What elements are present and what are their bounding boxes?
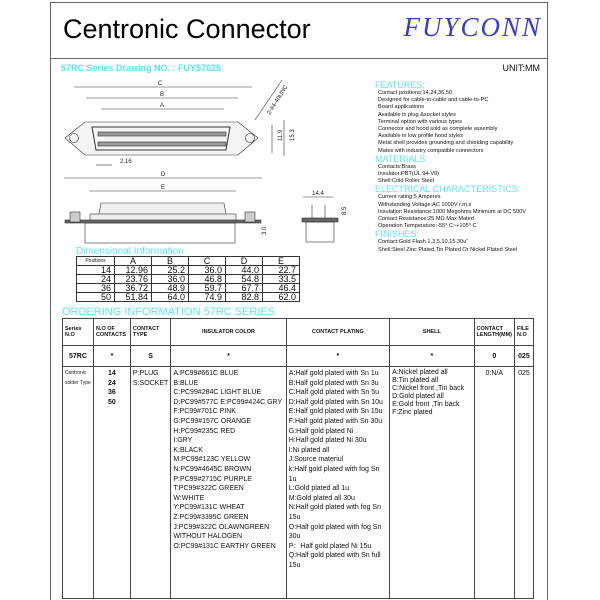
dim-label-d: D — [160, 172, 166, 178]
materials-heading: MATERIALS: — [375, 153, 428, 164]
ordering-title: ORDERING INFORMATION 57RC SERIES — [62, 306, 276, 318]
plating-option: A:Half gold plated with Sn 1u — [288, 370, 379, 377]
insulator-option: C:PC99#284C LIGHT BLUE — [173, 389, 262, 397]
shell-option: C:Nickel front ,Tin back — [392, 385, 465, 392]
electrical-item: Contact Resistance:25 MΩ Max Mated — [378, 216, 474, 223]
dim-cell: 36.0 — [189, 266, 226, 275]
dim-label-b: B — [159, 92, 165, 98]
contacts-option: 50 — [108, 398, 116, 406]
dim-header: C — [189, 257, 226, 266]
plating-option: N:Half gold plated with fog Sn 15u — [288, 504, 381, 521]
code-cell: * — [93, 346, 130, 367]
ordering-table — [62, 318, 534, 599]
dim-cell: 25.2 — [152, 266, 189, 275]
electrical-item: Withstanding Voltage:AC 1000V r.m.s — [378, 201, 472, 208]
shell-option: B:Tin plated all — [392, 377, 439, 384]
plating-option: G:Half gold plated Ni — [288, 427, 354, 435]
dimension-table — [76, 256, 300, 302]
insulator-option: D:PC99#577C E:PC99#424C GRY — [173, 398, 283, 406]
finishes-item: Contact:Gold Flash 1,3,5,10,15,30u" — [378, 239, 469, 246]
plating-option: P：Half gold plated Ni 15u — [288, 542, 372, 550]
insulator-option: N:PC99#4645C BROWN — [173, 465, 252, 473]
drawing-number: 57RC Series Drawing NO. : FUY57025 — [61, 63, 222, 73]
features-item: Terminal option with various types — [378, 118, 462, 125]
code-cell: 57RC — [63, 346, 94, 367]
plating-option: M:Gold plated all 30u — [288, 494, 355, 502]
code-cell: S — [130, 346, 170, 367]
dim-cell: 36 — [77, 284, 115, 293]
code-cell: * — [390, 346, 474, 367]
dim-label-pitch: 2.16 — [120, 159, 132, 165]
dim-cell: 64.0 — [152, 293, 189, 302]
electrical-heading: ELECTRICAL CHARACTERISTICS: — [375, 184, 521, 195]
insulator-cell — [171, 367, 286, 599]
insulator-option: T:PC99#322C GREEN — [173, 485, 244, 493]
plating-option: Q:Half gold plated with Sn full 15u — [288, 552, 381, 569]
connector-drawing — [50, 75, 370, 250]
plating-option: J:Source materiul — [288, 456, 344, 464]
materials-item: Contacts:Brass — [378, 163, 416, 170]
plating-option: B:Half gold plated with Sn 3u — [288, 379, 379, 387]
unit-label: UNIT:MM — [502, 63, 540, 73]
dim-cell: 44.0 — [226, 266, 263, 275]
features-item: Mates with industry compatible connectors — [378, 147, 484, 154]
dim-cell: 51.84 — [115, 293, 152, 302]
dim-header: D — [226, 257, 263, 266]
features-item: Designed for cable-to-cable and cable-to-PC — [378, 97, 489, 104]
insulator-option: K:BLACK — [173, 446, 203, 454]
dim-cell: 46.4 — [263, 284, 300, 293]
insulator-option: I:GRY — [173, 437, 193, 445]
dim-cell: 74.9 — [189, 293, 226, 302]
dim-cell: 59.7 — [189, 284, 226, 293]
insulator-option: B:BLUE — [173, 379, 199, 387]
insulator-option: M:PC99#123C YELLOW — [173, 456, 251, 464]
dim-cell: 46.8 — [189, 275, 226, 284]
dim-label-w: 14.4 — [312, 191, 324, 197]
table-row — [77, 293, 300, 302]
insulator-option: Z:PC99#3395C GREEN — [173, 513, 249, 521]
column-header: INSULATOR COLOR — [171, 319, 286, 346]
code-cell: * — [171, 346, 286, 367]
page-title: Centronic Connector — [63, 14, 311, 44]
shell-cell — [390, 367, 474, 599]
dim-cell: 24 — [77, 275, 115, 284]
dim-header: Positions — [77, 257, 115, 266]
column-header: FILE N.O — [514, 319, 533, 346]
types-option: S:SOCKET — [132, 379, 169, 387]
electrical-item: Operation Temperature:-55° C~+105° C — [378, 223, 477, 230]
shell-option: A:Nickel plated all — [392, 369, 448, 376]
dim-cell: 48.9 — [152, 284, 189, 293]
plating-option: D:Half gold plated with Sn 10u — [288, 398, 383, 406]
insulator-option: W:WHITE — [173, 494, 205, 502]
dim-cell: 12.96 — [115, 266, 152, 275]
plating-option: F:Half gold plated with Sn 30u — [288, 417, 383, 425]
file-cell: 025 — [514, 367, 533, 599]
materials-item: Insulator:PBT(UL 94-V0) — [378, 171, 440, 178]
plating-option: E:Half gold plated with Sn 15u — [288, 408, 383, 416]
insulator-option: A:PC99#661C BLUE — [173, 370, 239, 377]
divider — [50, 58, 548, 59]
features-item: Board applications — [378, 104, 425, 111]
contacts-option: 14 — [108, 370, 116, 377]
dim-label-c: C — [157, 81, 163, 87]
plating-option: H:Half gold plated Ni 30u — [288, 437, 367, 445]
code-cell: 025 — [514, 346, 533, 367]
dim-cell: 36.72 — [115, 284, 152, 293]
column-header: Series N.O — [63, 319, 94, 346]
dim-cell: 22.7 — [263, 266, 300, 275]
dim-label-h1: 11.9 — [278, 129, 284, 141]
dim-cell: 50 — [77, 293, 115, 302]
features-item: Contact positions:14,24,36,50 — [378, 90, 453, 96]
insulator-option: O:PC99#131C EARTHY GREEN — [173, 542, 276, 550]
column-header: CONTACT PLATING — [286, 319, 389, 346]
features-item: Metal shell provides grounding and shielding capability — [378, 140, 514, 147]
plating-option: L:Gold plated all 1u — [288, 485, 350, 493]
dim-header: A — [115, 257, 152, 266]
dim-label-a: A — [159, 103, 165, 109]
dim-cell: 82.8 — [226, 293, 263, 302]
dim-label-h4: 3.0 — [262, 226, 268, 235]
dim-cell: 67.7 — [226, 284, 263, 293]
code-cell: 0 — [474, 346, 514, 367]
features-item: Connector and hood sold as complete assembly — [378, 126, 498, 133]
insulator-option: Y:PC99#131C WHEAT — [173, 504, 245, 512]
series-cell: Centronic solder Type — [63, 367, 94, 599]
dim-cell: 33.5 — [263, 275, 300, 284]
plating-option: C:Half gold plated with Sn 5u — [288, 389, 380, 397]
electrical-item: Insulation Resistance:1000 Megohms Minimum at DC 500V — [378, 208, 526, 215]
dimension-title: Dimensional Information — [76, 246, 184, 257]
contacts-cell — [93, 367, 130, 599]
plating-option: I:Ni plated all — [288, 446, 330, 454]
dim-cell: 36.0 — [152, 275, 189, 284]
electrical-item: Current rating:5 Amperes — [378, 194, 441, 201]
shell-option: E:Gold front ,Tin back — [392, 401, 460, 408]
spec-list — [375, 81, 526, 254]
length-cell: 0:N/A — [474, 367, 514, 599]
dim-header: B — [152, 257, 189, 266]
dim-cell: 62.0 — [263, 293, 300, 302]
hole-label: 2-#4-40UNC — [266, 84, 290, 117]
dim-header: E — [263, 257, 300, 266]
column-header: SHELL — [390, 319, 474, 346]
brand-logo: FUYCONN — [403, 12, 542, 42]
types-option: P:PLUG — [132, 370, 159, 377]
finishes-heading: FINISHES: — [375, 229, 420, 240]
dim-label-h2: 15.3 — [290, 129, 296, 141]
dim-label-e: E — [160, 185, 166, 191]
contacts-option: 24 — [108, 379, 116, 387]
insulator-option: P:PC99#2715C PURPLE — [173, 475, 252, 483]
dim-label-h3: 8.5 — [342, 206, 348, 215]
type-cell — [130, 367, 170, 599]
shell-option: D:Gold plated all — [392, 393, 444, 400]
plating-option: O:Half gold plated with fog Sn 30u — [288, 523, 382, 541]
insulator-option: J:PC99#322C OLAWNGREEN WITHOUT HALOGEN — [173, 523, 270, 541]
dim-cell: 14 — [77, 266, 115, 275]
code-cell: * — [286, 346, 389, 367]
insulator-option: F:PC99#701C PINK — [173, 408, 236, 416]
features-item: Available in plug &socket styles — [378, 111, 456, 118]
shell-option: F:Zinc plated — [392, 409, 433, 416]
insulator-option: H:PC99#235C RED — [173, 427, 236, 435]
column-header: N.O OF CONTACTS — [93, 319, 130, 346]
materials-item: Shell:Cold Roller Steel — [378, 178, 434, 185]
column-header: CONTACT TYPE — [130, 319, 170, 346]
insulator-option: G:PC99#157C ORANGE — [173, 417, 252, 425]
dim-cell: 23.76 — [115, 275, 152, 284]
finishes-item: Shell:Steel Zinc Plated,Tin Plated Or Nickel Plated Steel — [378, 246, 518, 253]
contacts-option: 36 — [108, 389, 116, 397]
dim-cell: 54.8 — [226, 275, 263, 284]
plating-cell — [286, 367, 389, 599]
features-item: Available in low profile hood styles — [378, 133, 464, 140]
features-heading: FEATURES: — [375, 80, 425, 90]
plating-option: k:Half gold plated with fog Sn 1u — [288, 465, 380, 483]
column-header: CONTACT LENGTH(MM) — [474, 319, 514, 346]
